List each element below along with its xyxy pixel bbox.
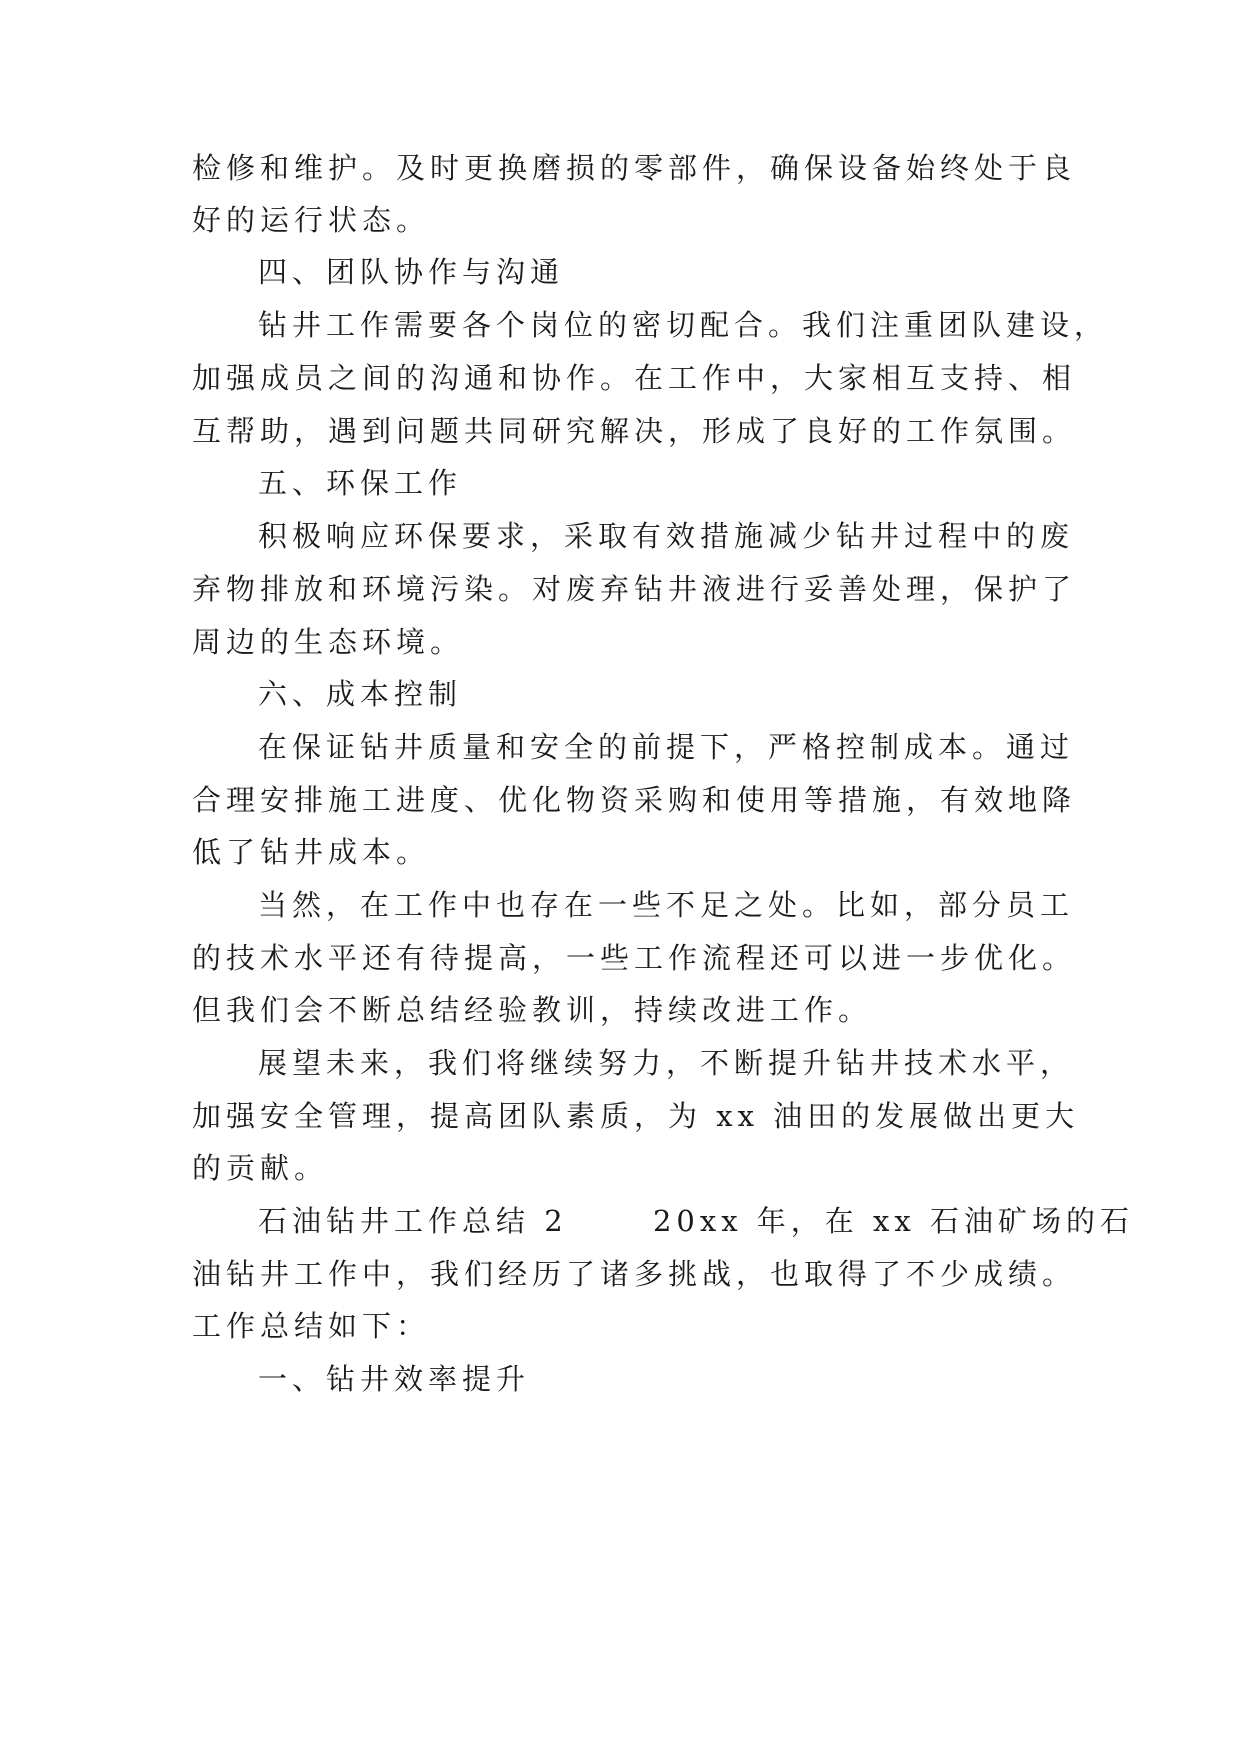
text-line: 的贡献。 [192,1151,329,1185]
text-line: 在保证钻井质量和安全的前提下，严格控制成本。通过 [258,730,1075,764]
text-line: 低了钻井成本。 [192,835,431,869]
section-heading: 五、环保工作 [258,466,463,500]
text-line: 但我们会不断总结经验教训，持续改进工作。 [192,993,873,1027]
text-line: 周边的生态环境。 [192,625,465,659]
text-line: 的技术水平还有待提高，一些工作流程还可以进一步优化。 [192,941,1077,975]
text-line: 弃物排放和环境污染。对废弃钻井液进行妥善处理，保护了 [192,572,1077,606]
section-heading: 一、钻井效率提升 [258,1362,531,1396]
text-line: 加强安全管理，提高团队素质，为 xx 油田的发展做出更大 [192,1099,1080,1133]
text-line: 好的运行状态。 [192,203,431,237]
text-line: 积极响应环保要求，采取有效措施减少钻井过程中的废 [258,519,1075,553]
text-line: 油钻井工作中，我们经历了诸多挑战，也取得了不少成绩。 [192,1257,1077,1291]
text-line: 检修和维护。及时更换磨损的零部件，确保设备始终处于良 [192,151,1077,185]
section-heading: 四、团队协作与沟通 [258,255,565,289]
text-line: 钻井工作需要各个岗位的密切配合。我们注重团队建设， [258,308,1109,342]
section-heading: 六、成本控制 [258,677,463,711]
text-line: 工作总结如下： [192,1309,431,1343]
text-line: 合理安排施工进度、优化物资采购和使用等措施，有效地降 [192,783,1077,817]
text-line: 互帮助，遇到问题共同研究解决，形成了良好的工作氛围。 [192,414,1077,448]
text-line: 石油钻井工作总结 2 20xx 年，在 xx 石油矿场的石 [258,1204,1134,1238]
text-line: 加强成员之间的沟通和协作。在工作中，大家相互支持、相 [192,361,1077,395]
text-line: 当然，在工作中也存在一些不足之处。比如，部分员工 [258,888,1075,922]
text-line: 展望未来，我们将继续努力，不断提升钻井技术水平， [258,1046,1075,1080]
